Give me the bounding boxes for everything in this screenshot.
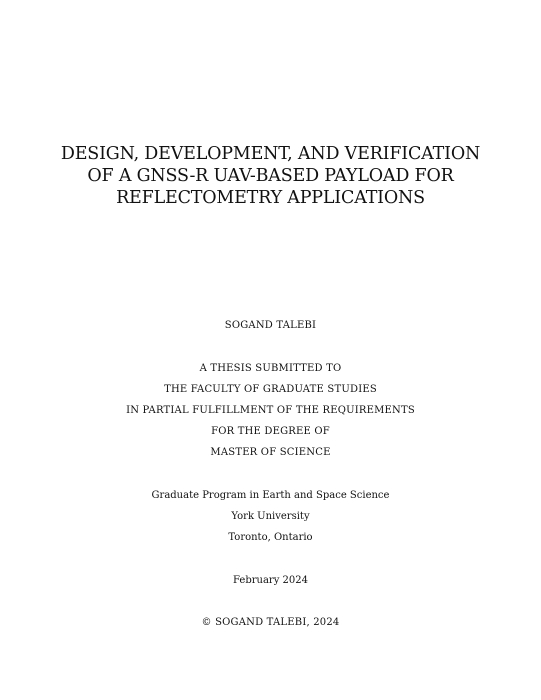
copyright-notice: © SOGAND TALEBI, 2024 [201, 617, 340, 628]
submission-date: February 2024 [233, 575, 308, 586]
university-location: Toronto, Ontario [228, 532, 313, 543]
submission-line-1: A THESIS SUBMITTED TO [199, 363, 342, 374]
submission-line-3: IN PARTIAL FULFILLMENT OF THE REQUIREMENTS [126, 405, 415, 416]
thesis-title-line-1: DESIGN, DEVELOPMENT, AND VERIFICATION [60, 144, 481, 164]
author-name: SOGAND TALEBI [224, 320, 317, 331]
submission-line-2: THE FACULTY OF GRADUATE STUDIES [164, 384, 377, 395]
submission-line-4: FOR THE DEGREE OF [211, 426, 330, 437]
submission-line-5: MASTER OF SCIENCE [210, 447, 331, 458]
thesis-title-line-2: OF A GNSS-R UAV-BASED PAYLOAD FOR [87, 166, 454, 186]
university-name: York University [231, 511, 310, 522]
thesis-title-line-3: REFLECTOMETRY APPLICATIONS [116, 188, 425, 208]
program-name: Graduate Program in Earth and Space Science [151, 490, 390, 501]
